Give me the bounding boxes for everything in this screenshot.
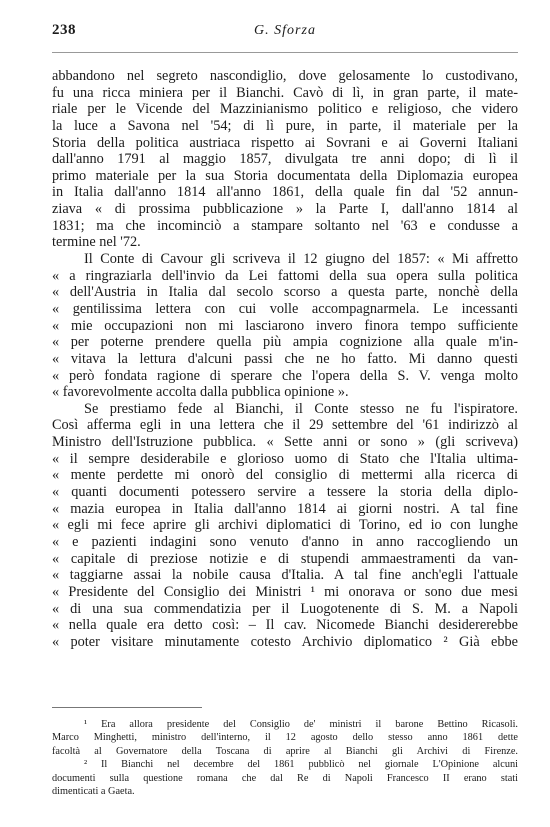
running-title: G. Sforza (254, 23, 316, 38)
footnote-line: ² Il Bianchi nel decembre del 1861 pubblicò nel giornale L'Opinione alcuni (84, 759, 518, 771)
body-line: fu una ricca miniera per il Bianchi. Cavò di lì, in gran parte, il mate- (52, 84, 518, 101)
body-text (52, 68, 518, 650)
body-line: « poter visitare minutamente cotesto Archivio diplomatico ² Già ebbe (52, 633, 518, 650)
body-line: in Italia dall'anno 1814 all'anno 1861, della quale fin dal '52 annun- (52, 184, 518, 201)
body-line: la luce a Savona nel '54; di lì pure, in parte, il materiale per la (52, 117, 518, 134)
body-line: « il sempre desiderabile e glorioso uomo di Stato che l'Italia ultima- (52, 450, 518, 467)
body-line: « Presidente del Consiglio dei Ministri ¹ mi onorava or sono due mesi (52, 583, 518, 600)
body-line: « mazia europea in Italia dall'anno 1814 ai giorni nostri. A tal fine (52, 500, 518, 517)
body-line: « mente perdette mi onorò del consiglio di mettermi alla ricerca di (52, 467, 518, 484)
footnote-line: facoltà al Governatore della Toscana di aprire al Bianchi gli Archivi di Firenze. (52, 745, 518, 757)
body-line: termine nel '72. (52, 234, 141, 251)
body-line: « mie occupazioni non mi lasciarono invero finora tempo sufficiente (52, 317, 518, 334)
body-line: « gentilissima lettera con cui volle accompagnarmela. Le incessanti (52, 300, 518, 317)
body-line: dall'anno 1791 al maggio 1857, divulgata tre anni dopo; di lì il (52, 151, 518, 168)
footnotes (52, 718, 518, 798)
body-line: primo materiale per la sua Storia documentata della Diplomazia europea (52, 167, 518, 184)
body-line: « a ringraziarla dell'invio da Lei fattomi della sua opera sulla politica (52, 267, 518, 284)
body-line: Così afferma egli in una lettera che il 29 settembre del '61 indirizzò al (52, 417, 518, 434)
body-line: « egli mi fece aprire gli archivi diplomatici di Torino, ed io con lunghe (52, 517, 518, 534)
body-line: « vitava la lettura d'alcuni passi che ne ho fatto. Mi danno questi (52, 350, 518, 367)
body-line: Ministro dell'Istruzione pubblica. « Sette anni or sono » (gli scriveva) (52, 434, 518, 451)
body-line: « dell'Austria in Italia dal secolo scorso a questa parte, nonchè della (52, 284, 518, 301)
body-line: ziava « di prossima pubblicazione » la Parte I, dall'anno 1814 al (52, 201, 518, 218)
footnote-line: Marco Minghetti, ministro dell'interno, il 12 agosto dello stesso anno 1861 dette (52, 732, 518, 744)
body-line: « nella quale era detto così: – Il cav. Nicomede Bianchi desidererebbe (52, 617, 518, 634)
header-rule (52, 52, 518, 53)
footnote-line: ¹ Era allora presidente del Consiglio de' ministri il barone Bettino Ricasoli. (84, 719, 518, 730)
body-line: Se prestiamo fede al Bianchi, il Conte stesso ne fu l'ispiratore. (84, 400, 518, 417)
page-header (52, 22, 518, 42)
body-line: « di una sua commendatizia per il Luogotenente di S. M. a Napoli (52, 600, 518, 617)
body-line: « taggiarne assai la nobile causa d'Italia. A tal fine anch'egli l'attuale (52, 567, 518, 584)
body-line: abbandono nel segreto nascondiglio, dove gelosamente lo custodivano, (52, 68, 518, 84)
page-number: 238 (52, 22, 76, 38)
body-line: 1831; ma che incominciò a stampare soltanto nel '63 e condusse a (52, 217, 518, 234)
body-line: « quanti documenti potessero servire a tessere la storia della diplo- (52, 484, 518, 501)
footnote-separator (52, 707, 202, 708)
body-line: « favorevolmente accolta dalla pubblica opinione ». (52, 384, 349, 401)
body-line: Storia della politica austriaca rispetto ai Sovrani e ai Governi Italiani (52, 134, 518, 151)
footnote-line: documenti sulla questione romana che dal Re di Napoli Francesco II erano stati (52, 772, 518, 784)
body-line: Il Conte di Cavour gli scriveva il 12 giugno del 1857: « Mi affretto (84, 251, 518, 268)
body-line: « capitale di preziose notizie e di stupendi ammaestramenti da van- (52, 550, 518, 567)
body-line: « però fondata ragione di sperare che l'opera della S. V. venga molto (52, 367, 518, 384)
body-line: « per poterne prendere quella più ampia cognizione alla quale m'in- (52, 334, 518, 351)
footnote-line: dimenticati a Gaeta. (52, 785, 135, 797)
body-line: « e pazienti indagini sono venuto d'anno in anno raccogliendo un (52, 533, 518, 550)
body-line: riale per le Vicende del Mazzinianismo politico e religioso, che videro (52, 101, 518, 118)
